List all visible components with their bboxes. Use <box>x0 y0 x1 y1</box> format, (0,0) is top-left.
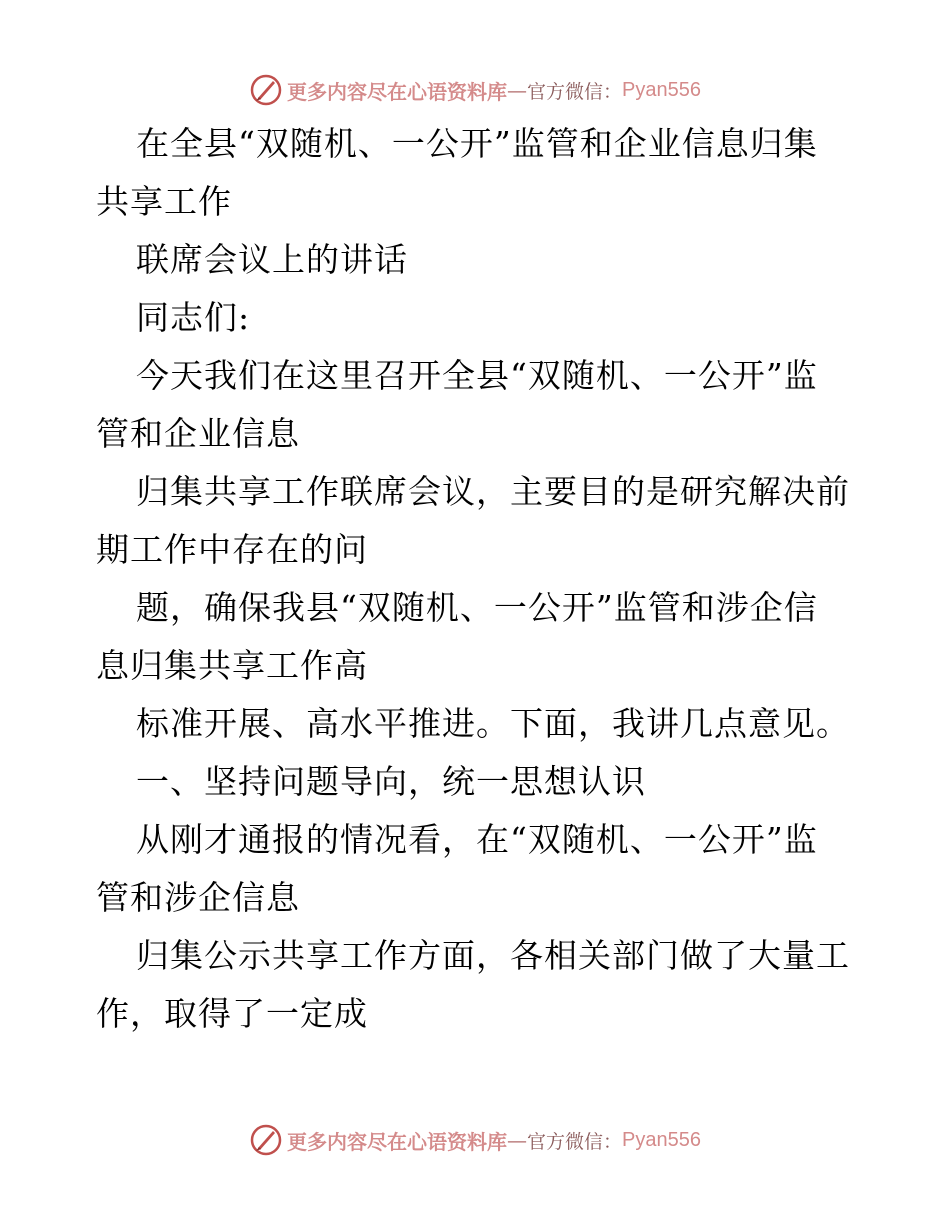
document-body <box>96 115 856 1043</box>
watermark-contact-label: 官方微信： <box>527 80 623 103</box>
watermark-dash: — <box>507 1128 527 1152</box>
paragraph-line: 今天我们在这里召开全县“双随机、一公开”监 <box>136 356 818 395</box>
watermark-contact-label: 官方微信： <box>527 1130 623 1153</box>
salutation: 同志们: <box>136 298 251 337</box>
quill-logo-icon <box>249 73 283 107</box>
paragraph-line: 作，取得了一定成 <box>96 994 368 1033</box>
footer-watermark <box>0 1120 950 1160</box>
title-line-2: 共享工作 <box>96 182 232 221</box>
header-watermark <box>0 70 950 110</box>
watermark-text: 更多内容尽在心语资料库 <box>287 79 507 104</box>
paragraph-line: 管和企业信息 <box>96 414 300 453</box>
paragraph-line: 息归集共享工作高 <box>96 646 368 685</box>
paragraph-line: 管和涉企信息 <box>96 878 300 917</box>
title-line-3: 联席会议上的讲话 <box>136 240 408 279</box>
section-heading: 一、坚持问题导向，统一思想认识 <box>136 762 646 801</box>
paragraph-line: 归集共享工作联席会议，主要目的是研究解决前 <box>136 472 850 511</box>
paragraph-line: 从刚才通报的情况看，在“双随机、一公开”监 <box>136 820 818 859</box>
paragraph-line: 标准开展、高水平推进。下面，我讲几点意见。 <box>136 704 850 743</box>
title-line-1: 在全县“双随机、一公开”监管和企业信息归集 <box>136 124 818 163</box>
paragraph-line: 期工作中存在的问 <box>96 530 368 569</box>
paragraph-line: 归集公示共享工作方面，各相关部门做了大量工 <box>136 936 850 975</box>
paragraph-line: 题，确保我县“双随机、一公开”监管和涉企信 <box>136 588 818 627</box>
watermark-contact-id: Pyan556 <box>622 78 701 101</box>
quill-logo-icon <box>249 1123 283 1157</box>
watermark-contact-id: Pyan556 <box>622 1128 701 1151</box>
watermark-text: 更多内容尽在心语资料库 <box>287 1129 507 1154</box>
watermark-dash: — <box>507 78 527 102</box>
